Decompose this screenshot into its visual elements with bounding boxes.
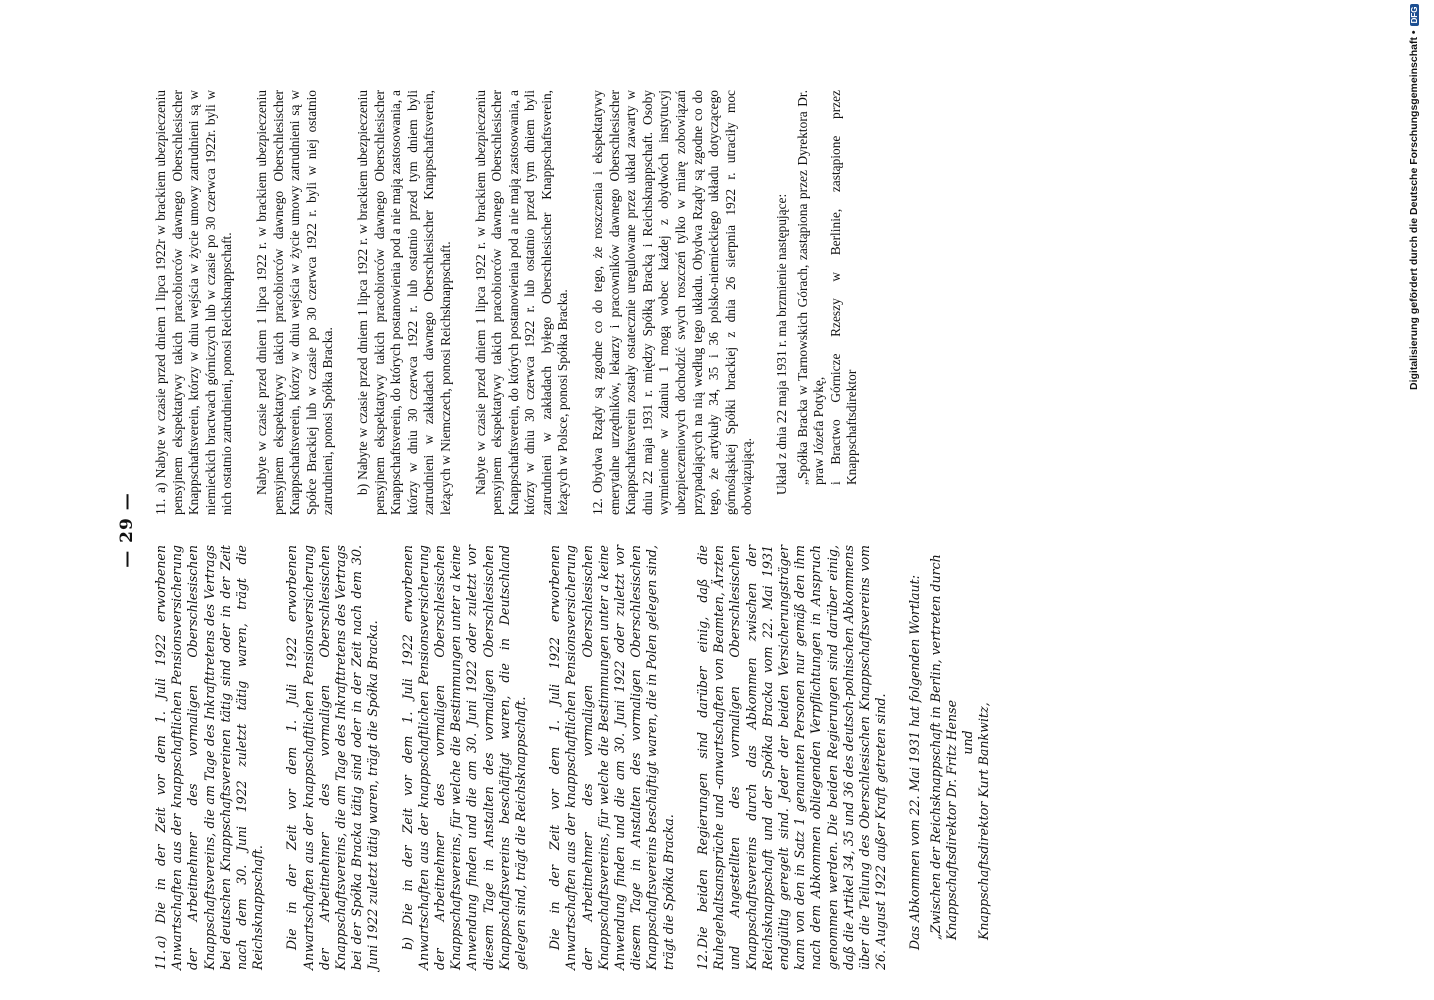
- german-para-11b-2: Die in der Zeit vor dem 1. Juli 1922 erworbenen Anwartschaften aus der knappschaftlichen Pensionsversicherung der Arbeitnehmer des vormaligen Oberschlesischen Knappschaftsvereins, für welche die Bestimmungen unter a keine Anwendung finden und die am 30. Juni 1922 oder zuletzt vor diesem Tage in Anstalten des vormaligen Oberschlesischen Knappschaftsvereins beschäftigt waren, die in Polen gelegen sind, trägt die Spółka Bracka.: [547, 545, 676, 970]
- german-para-13: Das Abkommen vom 22. Mai 1931 hat folgenden Wortlaut:: [907, 575, 923, 950]
- polish-para-11b: b) Nabyte w czasie przed dniem 1 lipca 1922 r. w brackiem ubezpieczeniu pensyjnem ekspektatywy takich pracobiorców dawnego Oberschlesischer Knappschaftsverein, do których postanowienia pod a nie mają zastosowania, a którzy w dniu 30 czerwca 1922 r. lub ostatnio przed tym dniem byli zatrudnieni w zakładach dawnego Oberschlesischer Knappschaftsverein, leżących w Niemczech, ponosi Reichsknappschaft.: [354, 90, 453, 515]
- polish-para-12: 12.Obydwa Rządy są zgodne co do tego, że roszczenia i ekspektatywy emerytalne urzędników, lekarzy i pracowników dawnego Oberschlesischer Knappschaftsverein zostały ostatecznie uregulowane przez układ zawarty w dniu 22 maja 1931 r. między Spółką Bracką i Reichsknappschaft. Osoby wymienione w zdaniu 1 mogą wobec każdej z obydwóch instytucyj ubezpieczeniowych dochodzić swych roszczeń tylko w miarę zobowiązań przypadających na nią według tego układu. Obydwa Rządy są zgodne co do tego, że artykuły 34, 35 i 36 polsko-niemieckiego układu dotyczącego górnośląskiej Spółki brackiej z dnia 26 sierpnia 1922 r. utraciły moc obowiązującą.: [590, 90, 755, 515]
- rotated-content: [117, 90, 992, 970]
- polish-para-11b-2: Nabyte w czasie przed dniem 1 lipca 1922 r. w brackiem ubezpieczeniu pensyjnem ekspektatywy takich pracobiorców dawnego Oberschlesischer Knappschaftsverein, do których postanowienia pod a nie mają zastosowania, a którzy w dniu 30 czerwca 1922 r. lub ostatnio przed tym dniem byli zatrudnieni w zakładach byłego Oberschlesischer Knappschaftsverein, leżących w Polsce, ponosi Spółka Bracka.: [472, 90, 571, 515]
- digitization-credit: Digitalisierung gefördert durch die Deutsche Forschungsgemeinschaft •DFG: [1408, 0, 1420, 390]
- german-para-12: 12.Die beiden Regierungen sind darüber einig, daß die Ruhegehaltsansprüche und -anwartschaften von Beamten, Ärzten und Angestellten des vormaligen Oberschlesischen Knappschaftsvereins durch das Abkommen zwischen der Reichsknappschaft und der Spółka Bracka vom 22. Mai 1931 endgültig geregelt sind. Jeder der beiden Versicherungsträger kann von den in Satz 1 genannten Personen nur gemäß den ihm nach dem Abkommen obliegenden Verpflichtungen in Anspruch genommen werden. Die beiden Regierungen sind darüber einig, daß die Artikel 34, 35 und 36 des deutsch-polnischen Abkommens über die Teilung des Oberschlesischen Knappschaftsvereins vom 26. August 1922 außer Kraft getreten sind.: [694, 545, 889, 970]
- polish-para-11a-2: Nabyte w czasie przed dniem 1 lipca 1922 r. w brackiem ubezpieczeniu pensyjnem ekspektatywy takich pracobiorców dawnego Oberschlesischer Knappschaftsverein, którzy w dniu wejścia w życie umowy zatrudnieni są w Spółce Brackiej lub w czasie po 30 czerwca 1922 r. byli w niej ostatnio zatrudnieni, ponosi Spółka Bracka.: [253, 90, 336, 515]
- page-number: — 29 —: [117, 492, 137, 568]
- german-para-11a: 11.a) Die in der Zeit vor dem 1. Juli 1922 erworbenen Anwartschaften aus der knappschaftlichen Pensionsversicherung der Arbeitnehmer des vormaligen Oberschlesischen Knappschaftsvereins, die am Tage des Inkrafttretens des Vertrags bei deutschen Knappschaftsvereinen tätig sind oder in der Zeit nach dem 30. Juni 1922 zuletzt tätig waren, trägt die Reichsknappschaft.: [153, 545, 266, 970]
- digitization-credit-bar: [1400, 0, 1434, 1000]
- dfg-logo-icon: DFG: [1410, 4, 1419, 27]
- german-quote: „Zwischen der Reichsknappschaft in Berlin, vertreten durch Knappschaftsdirektor Dr. Fritz Hense und Knappschaftsdirektor Kurt Bankwitz,: [927, 554, 992, 940]
- polish-para-13: Układ z dnia 22 maja 1931 r. ma brzmienie następujące:: [774, 193, 789, 495]
- german-para-11a-2: Die in der Zeit vor dem 1. Juli 1922 erworbenen Anwartschaften aus der knappschaftlichen Pensionsversicherung der Arbeitnehmer des vormaligen Oberschlesischen Knappschaftsvereins, die am Tage des Inkrafttretens des Vertrags bei der Spółka Bracka tätig sind oder in der Zeit nach dem 30. Juni 1922 zuletzt tätig waren, trägt die Spółka Bracka.: [284, 545, 381, 970]
- document-page: [117, 90, 997, 970]
- polish-quote: „Spółka Bracka w Tarnowskich Górach, zastąpiona przez Dyrektora Dr. praw Józefa Potykę, i Bractwo Górnicze Rzeszy w Berlinie, zastąpione przez Knappschaftsdirektor: [794, 90, 860, 485]
- polish-para-11a: 11.a) Nabyte w czasie przed dniem 1 lipca 1922r w brackiem ubezpieczeniu pensyjnem ekspektatywy takich pracobiorców dawnego Oberschlesischer Knappschaftsverein, którzy w dniu wejścia w życie umowy zatrudnieni są w niemieckich bractwach górniczych lub w czasie po 30 czerwca 1922r. byli w nich ostatnio zatrudnieni, ponosi Reichsknappschaft.: [153, 90, 235, 515]
- german-column: [153, 545, 992, 970]
- polish-column: [153, 90, 861, 515]
- german-para-11b: b) Die in der Zeit vor dem 1. Juli 1922 erworbenen Anwartschaften aus der knappschaftlichen Pensionsversicherung der Arbeitnehmer des vormaligen Oberschlesischen Knappschaftsvereins, für welche die Bestimmungen unter a keine Anwendung finden und die am 30. Juni 1922 oder zuletzt vor diesem Tage in Anstalten des vormaligen Oberschlesischen Knappschaftsvereins beschäftigt waren, die in Deutschland gelegen sind, trägt die Reichsknappschaft.: [399, 545, 529, 970]
